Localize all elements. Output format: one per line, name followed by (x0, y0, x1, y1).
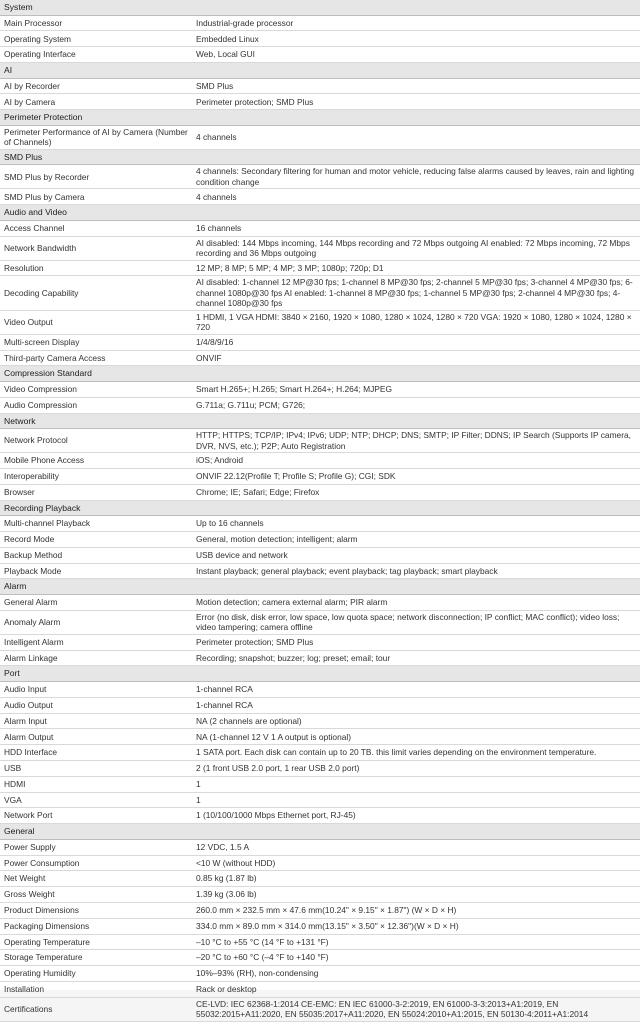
spec-value: AI disabled: 144 Mbps incoming, 144 Mbps recording and 72 Mbps outgoing AI enabled: 72 Mbps incoming, 72 Mbps recording and 36 Mbps outgoing (195, 236, 640, 260)
spec-row (0, 334, 640, 350)
spec-value: 1 HDMI, 1 VGA HDMI: 3840 × 2160, 1920 × 1080, 1280 × 1024, 1280 × 720 VGA: 1920 × 1080, 1280 × 1024, 1280 × 720 (195, 310, 640, 334)
spec-row (0, 634, 640, 650)
spec-row (0, 966, 640, 982)
section-title: AI (0, 62, 640, 78)
spec-row (0, 189, 640, 205)
spec-label: Backup Method (0, 547, 195, 563)
spec-row (0, 934, 640, 950)
spec-label: Playback Mode (0, 563, 195, 579)
spec-label: Audio Compression (0, 397, 195, 413)
section-title: Perimeter Protection (0, 110, 640, 126)
spec-label: Installation (0, 981, 195, 997)
spec-value: CE-LVD: IEC 62368-1:2014 CE-EMC: EN IEC 61000-3-2:2019, EN 61000-3-3:2013+A1:2019, EN 55032:2015+A11:2020, EN 55035:2017+A11:2020, EN 55024:2010+A1:2015, EN 50130-4:2011+A1:2014 (195, 997, 640, 1021)
spec-value: USB device and network (195, 547, 640, 563)
spec-row (0, 981, 640, 997)
spec-row (0, 839, 640, 855)
spec-label: Decoding Capability (0, 276, 195, 311)
spec-value: Rack or desktop (195, 981, 640, 997)
section-header-system (0, 0, 640, 15)
spec-row (0, 918, 640, 934)
section-title: System (0, 0, 640, 15)
spec-row (0, 681, 640, 697)
spec-value: <10 W (without HDD) (195, 855, 640, 871)
section-title: Audio and Video (0, 205, 640, 221)
spec-row (0, 310, 640, 334)
spec-label: Intelligent Alarm (0, 634, 195, 650)
spec-label: USB (0, 760, 195, 776)
spec-row (0, 594, 640, 610)
spec-row (0, 650, 640, 666)
spec-label: Network Port (0, 808, 195, 824)
spec-value: 12 MP; 8 MP; 5 MP; 4 MP; 3 MP; 1080p; 720p; D1 (195, 260, 640, 276)
spec-value: 16 channels (195, 220, 640, 236)
spec-label: Product Dimensions (0, 902, 195, 918)
spec-value: Perimeter protection; SMD Plus (195, 94, 640, 110)
spec-label: Audio Input (0, 681, 195, 697)
spec-label: Record Mode (0, 532, 195, 548)
spec-row (0, 47, 640, 63)
spec-row (0, 469, 640, 485)
spec-value: iOS; Android (195, 453, 640, 469)
spec-label: Interoperability (0, 469, 195, 485)
spec-label: Access Channel (0, 220, 195, 236)
spec-label: Packaging Dimensions (0, 918, 195, 934)
section-header-perimeter-protection (0, 110, 640, 126)
spec-value: 4 channels: Secondary filtering for human and motor vehicle, reducing false alarms caused by leaves, rain and lighting condition change (195, 165, 640, 189)
spec-value: Up to 16 channels (195, 516, 640, 532)
spec-label: Operating Temperature (0, 934, 195, 950)
spec-value: 1.39 kg (3.06 lb) (195, 887, 640, 903)
spec-label: Perimeter Performance of AI by Camera (Number of Channels) (0, 125, 195, 149)
section-header-audio-and-video (0, 205, 640, 221)
spec-row (0, 429, 640, 453)
spec-label: Multi-channel Playback (0, 516, 195, 532)
spec-label: Third-party Camera Access (0, 350, 195, 366)
spec-label: Alarm Input (0, 713, 195, 729)
spec-label: AI by Camera (0, 94, 195, 110)
spec-row (0, 902, 640, 918)
spec-value: NA (1-channel 12 V 1 A output is optional) (195, 729, 640, 745)
spec-row (0, 887, 640, 903)
spec-label: Audio Output (0, 697, 195, 713)
spec-row (0, 729, 640, 745)
spec-label: Browser (0, 484, 195, 500)
spec-value: General, motion detection; intelligent; alarm (195, 532, 640, 548)
spec-value: 4 channels (195, 125, 640, 149)
spec-row (0, 871, 640, 887)
spec-row (0, 382, 640, 398)
spec-label: Certifications (0, 997, 195, 1021)
section-title: Recording Playback (0, 500, 640, 516)
spec-label: Alarm Linkage (0, 650, 195, 666)
spec-value: Recording; snapshot; buzzer; log; preset; email; tour (195, 650, 640, 666)
spec-value: Web, Local GUI (195, 47, 640, 63)
spec-row (0, 78, 640, 94)
spec-label: VGA (0, 792, 195, 808)
spec-label: Main Processor (0, 15, 195, 31)
section-header-general (0, 824, 640, 840)
spec-value: 4 channels (195, 189, 640, 205)
spec-row (0, 236, 640, 260)
spec-label: Network Protocol (0, 429, 195, 453)
spec-row (0, 350, 640, 366)
section-title: Compression Standard (0, 366, 640, 382)
section-header-network (0, 413, 640, 429)
spec-row (0, 220, 640, 236)
spec-value: Perimeter protection; SMD Plus (195, 634, 640, 650)
spec-value: ONVIF (195, 350, 640, 366)
section-title: General (0, 824, 640, 840)
section-title: SMD Plus (0, 149, 640, 165)
spec-row (0, 516, 640, 532)
section-header-compression-standard (0, 366, 640, 382)
spec-row (0, 713, 640, 729)
spec-value: Instant playback; general playback; event playback; tag playback; smart playback (195, 563, 640, 579)
spec-row (0, 563, 640, 579)
spec-label: Video Compression (0, 382, 195, 398)
spec-value: 12 VDC, 1.5 A (195, 839, 640, 855)
spec-row (0, 453, 640, 469)
spec-row (0, 94, 640, 110)
spec-row (0, 776, 640, 792)
spec-value: SMD Plus (195, 78, 640, 94)
spec-label: Network Bandwidth (0, 236, 195, 260)
spec-row (0, 760, 640, 776)
spec-value: Motion detection; camera external alarm; PIR alarm (195, 594, 640, 610)
spec-row (0, 997, 640, 1021)
spec-row (0, 125, 640, 149)
spec-row (0, 792, 640, 808)
spec-label: Gross Weight (0, 887, 195, 903)
spec-row (0, 950, 640, 966)
spec-value: G.711a; G.711u; PCM; G726; (195, 397, 640, 413)
spec-value: –10 °C to +55 °C (14 °F to +131 °F) (195, 934, 640, 950)
spec-label: Operating Humidity (0, 966, 195, 982)
section-header-smd-plus (0, 149, 640, 165)
spec-value: 10%–93% (RH), non-condensing (195, 966, 640, 982)
section-header-ai (0, 62, 640, 78)
spec-value: Embedded Linux (195, 31, 640, 47)
spec-row (0, 745, 640, 761)
spec-value: 1/4/8/9/16 (195, 334, 640, 350)
spec-label: Resolution (0, 260, 195, 276)
spec-value: NA (2 channels are optional) (195, 713, 640, 729)
spec-label: Net Weight (0, 871, 195, 887)
spec-value: 1 (195, 776, 640, 792)
spec-value: –20 °C to +60 °C (–4 °F to +140 °F) (195, 950, 640, 966)
spec-label: SMD Plus by Camera (0, 189, 195, 205)
section-header-recording-playback (0, 500, 640, 516)
spec-label: AI by Recorder (0, 78, 195, 94)
section-title: Port (0, 666, 640, 682)
spec-label: Video Output (0, 310, 195, 334)
spec-value: 0.85 kg (1.87 lb) (195, 871, 640, 887)
spec-value: 1 (195, 792, 640, 808)
spec-row (0, 276, 640, 311)
spec-label: Alarm Output (0, 729, 195, 745)
spec-value: Smart H.265+; H.265; Smart H.264+; H.264; MJPEG (195, 382, 640, 398)
spec-value: AI disabled: 1-channel 12 MP@30 fps; 1-channel 8 MP@30 fps; 2-channel 5 MP@30 fps; 3-channel 4 MP@30 fps; 6-channel 1080p@30 fps AI enabled: 1-channel 8 MP@30 fps; 1-channel 5 MP@30 fps; 2-channel 4 MP@30 fps; 4-channel 1080p@30 fps (195, 276, 640, 311)
spec-value: ONVIF 22.12(Profile T; Profile S; Profile G); CGI; SDK (195, 469, 640, 485)
spec-row (0, 697, 640, 713)
spec-value: 1-channel RCA (195, 681, 640, 697)
spec-value: Error (no disk, disk error, low space, low quota space; network disconnection; IP conflict; MAC conflict); video loss; video tampering; camera offline (195, 610, 640, 634)
spec-value: 260.0 mm × 232.5 mm × 47.6 mm(10.24" × 9.15" × 1.87") (W × D × H) (195, 902, 640, 918)
spec-row (0, 397, 640, 413)
spec-value: 1 SATA port. Each disk can contain up to 20 TB. this limit varies depending on the environment temperature. (195, 745, 640, 761)
spec-label: Operating System (0, 31, 195, 47)
spec-row (0, 855, 640, 871)
spec-value: 1-channel RCA (195, 697, 640, 713)
spec-row (0, 610, 640, 634)
spec-row (0, 808, 640, 824)
spec-value: HTTP; HTTPS; TCP/IP; IPv4; IPv6; UDP; NTP; DHCP; DNS; SMTP; IP Filter; DDNS; IP Search (Supports IP camera, DVR, NVS, etc.); P2P; Auto Registration (195, 429, 640, 453)
spec-row (0, 484, 640, 500)
spec-row (0, 15, 640, 31)
spec-row (0, 532, 640, 548)
spec-label: SMD Plus by Recorder (0, 165, 195, 189)
spec-row (0, 260, 640, 276)
spec-label: Mobile Phone Access (0, 453, 195, 469)
spec-row (0, 31, 640, 47)
spec-label: Power Supply (0, 839, 195, 855)
spec-label: Operating Interface (0, 47, 195, 63)
spec-value: 334.0 mm × 89.0 mm × 314.0 mm(13.15" × 3.50" × 12.36")(W × D × H) (195, 918, 640, 934)
spec-label: HDMI (0, 776, 195, 792)
section-title: Alarm (0, 579, 640, 595)
spec-value: Chrome; IE; Safari; Edge; Firefox (195, 484, 640, 500)
section-header-alarm (0, 579, 640, 595)
section-header-port (0, 666, 640, 682)
section-title: Network (0, 413, 640, 429)
spec-value: Industrial-grade processor (195, 15, 640, 31)
spec-label: General Alarm (0, 594, 195, 610)
spec-row (0, 547, 640, 563)
spec-row (0, 165, 640, 189)
spec-value: 2 (1 front USB 2.0 port, 1 rear USB 2.0 port) (195, 760, 640, 776)
spec-label: Multi-screen Display (0, 334, 195, 350)
spec-label: Storage Temperature (0, 950, 195, 966)
spec-label: Anomaly Alarm (0, 610, 195, 634)
spec-label: Power Consumption (0, 855, 195, 871)
spec-value: 1 (10/100/1000 Mbps Ethernet port, RJ-45) (195, 808, 640, 824)
spec-label: HDD Interface (0, 745, 195, 761)
